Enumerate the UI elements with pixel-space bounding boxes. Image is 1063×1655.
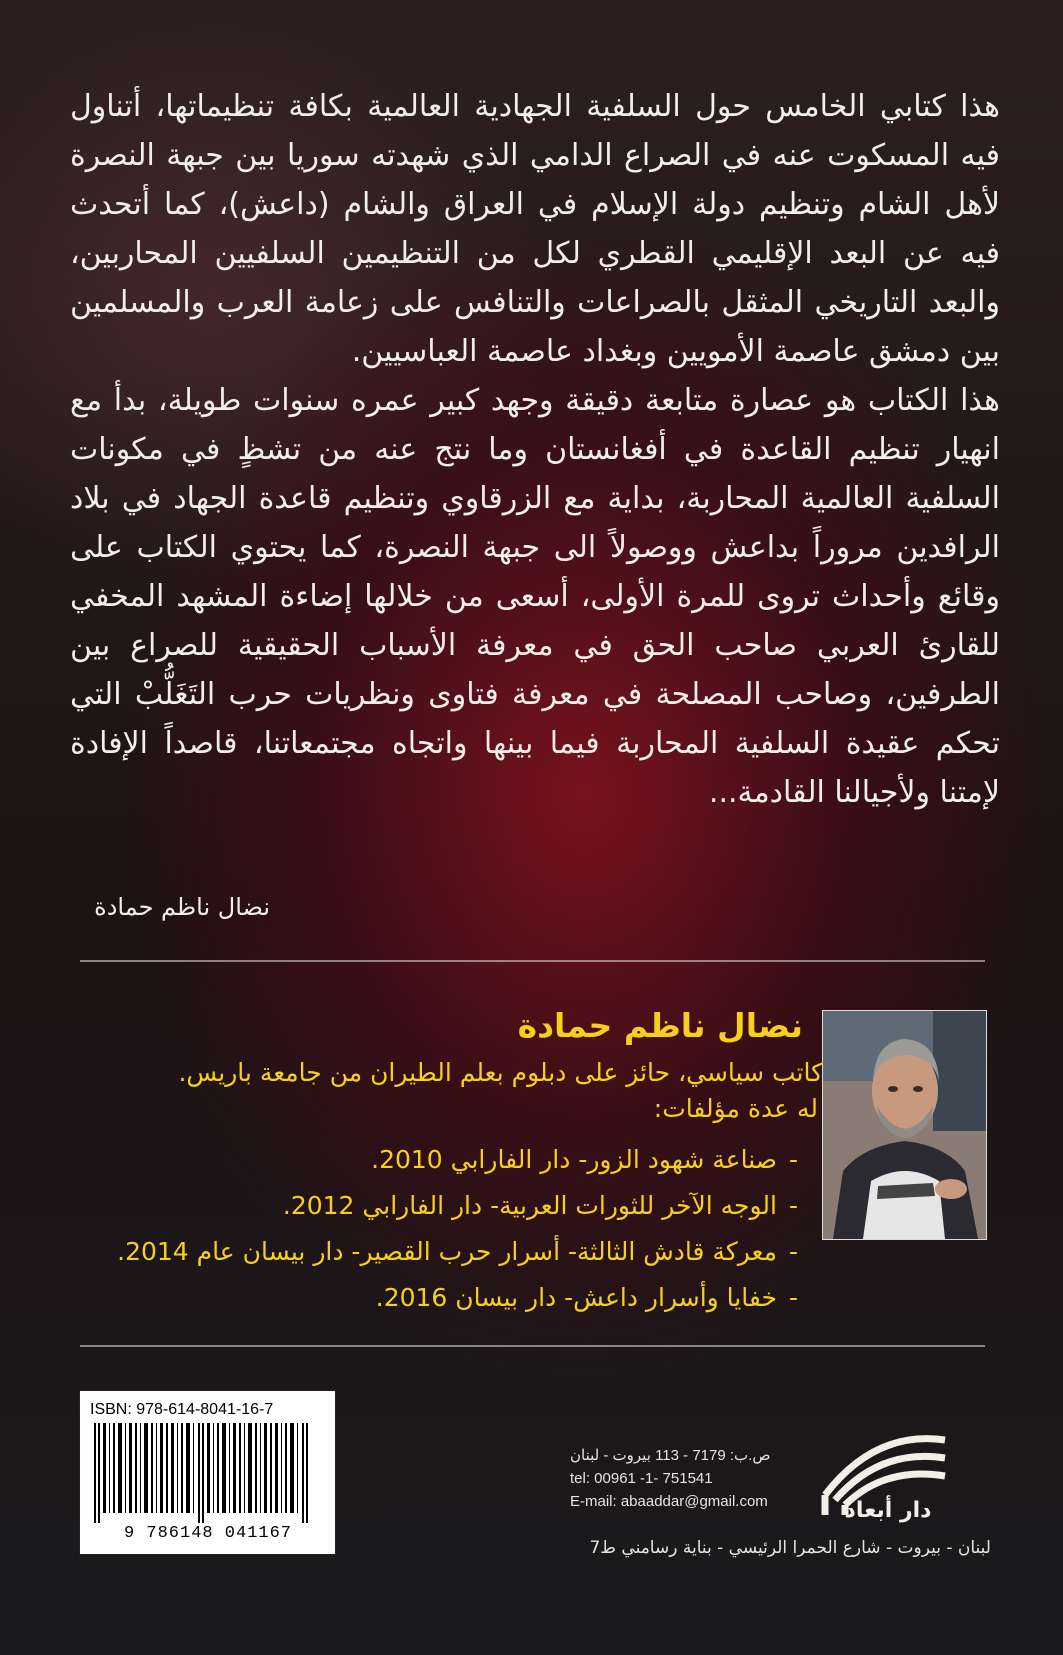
list-dash: - bbox=[788, 1237, 798, 1266]
publisher-email: E-mail: abaaddar@gmail.com bbox=[570, 1493, 768, 1510]
blurb-paragraph-2: هذا الكتاب هو عصارة متابعة دقيقة وجهد كبير عمره سنوات طويلة، بدأ مع انهيار تنظيم القاعدة في أفغانستان وما نتج عنه من تشظٍ في مكونات السلفية العالمية المحاربة، بداية مع الزرقاوي وتنظيم قاعدة الجهاد في بلاد الرافدين مروراً بداعش ووصولاً الى جبهة النصرة، كما يحتوي الكتاب على وقائع وأحداث تروى للمرة الأولى، أسعى من خلالها إضاءة المشهد المخفي للقارئ العربي صاحب الحق في معرفة الأسباب الحقيقية للصراع بين الطرفين، وصاحب المصلحة في معرفة فتاوى ونظريات حرب التَغَلُّبْ التي تحكم عقيدة السلفية المحاربة فيما بينها واتجاه مجتمعاتنا، قاصداً الإفادة لإمتنا ولأجيالنا القادمة... bbox=[70, 383, 1000, 810]
publisher-tel: tel: 00961 -1- 751541 bbox=[570, 1470, 713, 1487]
divider-bottom bbox=[80, 1345, 985, 1347]
work-title: الوجه الآخر للثورات العربية- دار الفارابي 2012. bbox=[282, 1191, 777, 1220]
barcode-bars bbox=[88, 1423, 328, 1523]
work-title: صناعة شهود الزور- دار الفارابي 2010. bbox=[371, 1145, 777, 1174]
author-name: نضال ناظم حمادة bbox=[517, 1006, 803, 1045]
blurb bbox=[70, 82, 1000, 817]
barcode-digits: 9 786148 041167 bbox=[123, 1524, 293, 1543]
list-dash: - bbox=[788, 1145, 798, 1174]
work-title: معركة قادش الثالثة- أسرار حرب القصير- دار بيسان عام 2014. bbox=[117, 1237, 777, 1266]
list-item bbox=[117, 1231, 798, 1273]
isbn-barcode bbox=[79, 1390, 336, 1555]
works-list bbox=[117, 1139, 798, 1323]
list-dash: - bbox=[788, 1283, 798, 1312]
list-item bbox=[117, 1139, 798, 1181]
blurb-paragraph-1: هذا كتابي الخامس حول السلفية الجهادية العالمية بكافة تنظيماتها، أتناول فيه المسكوت عنه في الصراع الدامي الذي شهدته سوريا بين جبهة النصرة لأهل الشام وتنظيم دولة الإسلام في العراق والشام (داعش)، كما أتحدث فيه عن البعد الإقليمي القطري لكل من التنظيمين السلفيين المحاربين، والبعد التاريخي المثقل بالصراعات والتنافس على زعامة العرب والمسلمين بين دمشق عاصمة الأمويين وبغداد عاصمة العباسيين. bbox=[70, 89, 1000, 369]
publisher-address: لبنان - بيروت - شارع الحمرا الرئيسي - بناية رسامني ط7 bbox=[589, 1538, 991, 1558]
publisher-po-box: ص.ب: 7179 - 113 بيروت - لبنان bbox=[570, 1447, 771, 1464]
blurb-signature: نضال ناظم حمادة bbox=[94, 893, 270, 921]
isbn-label: ISBN: 978-614-8041-16-7 bbox=[90, 1401, 274, 1418]
list-item bbox=[117, 1277, 798, 1319]
publisher-logo-name: دار أبعاد bbox=[844, 1498, 932, 1523]
list-item bbox=[117, 1185, 798, 1227]
divider-top bbox=[80, 960, 985, 962]
works-heading: له عدة مؤلفات: bbox=[653, 1094, 818, 1123]
work-title: خفايا وأسرار داعش- دار بيسان 2016. bbox=[375, 1283, 777, 1312]
publisher-contact bbox=[570, 1444, 770, 1513]
list-dash: - bbox=[788, 1191, 798, 1220]
author-bio: كاتب سياسي، حائز على دبلوم بعلم الطيران من جامعة باريس. bbox=[178, 1058, 823, 1087]
author-photo bbox=[822, 1010, 987, 1240]
